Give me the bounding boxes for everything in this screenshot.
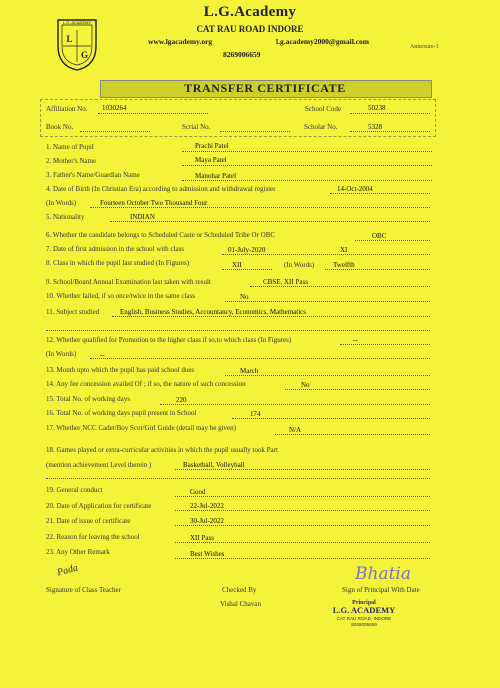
remark-label: 23. Any Other Remark (46, 548, 110, 556)
pupil-name-label: 1. Name of Pupil (46, 143, 94, 151)
school-address: CAT RAU ROAD INDORE (196, 24, 304, 34)
promotion-label: 12. Whether qualified for Promotion to the higher class if so,to which class (In Figures) (46, 336, 292, 344)
checked-by-label: Checked By (222, 586, 257, 594)
father-name-label: 3. Father's Name/Guardian Name (46, 171, 140, 179)
promotion-words-line (90, 358, 430, 359)
pupil-name-line (182, 151, 432, 152)
application-value: 22-Jul-2022 (190, 502, 224, 510)
dob-words-line (90, 207, 430, 208)
working-days-line (160, 404, 430, 405)
school-phone: 8269006659 (223, 50, 261, 59)
dues-label: 13. Month upto which the pupil has paid school dues (46, 366, 195, 374)
dob-value: 14-Oct-2004 (337, 185, 373, 193)
nationality-label: 5. Nationality (46, 213, 85, 221)
promotion-words-value: -- (100, 351, 105, 359)
exam-label: 9. School/Board Annual Examination last taken with result (46, 278, 211, 286)
dues-value: March (240, 367, 259, 375)
admission-date-value: 01-July-2020 (228, 246, 266, 254)
games-extra-line (46, 478, 430, 479)
class-words-label: (In Words) (284, 261, 315, 269)
book-line (80, 131, 150, 132)
dob-words-label: (In Words) (46, 199, 77, 207)
principal-handwritten-signature: Bhatia (355, 564, 411, 584)
checked-by-name: Vishal Chavan (220, 600, 261, 608)
present-days-label: 16. Total No. of working days pupil present in School (46, 409, 197, 417)
ncc-line (275, 434, 430, 435)
stamp-phone: 8269006659 (351, 622, 377, 627)
concession-line (285, 389, 430, 390)
concession-label: 14. Any fee concession availed Of ; if so, the nature of such concession (46, 380, 246, 388)
working-days-value: 220 (176, 396, 187, 404)
stamp-school-name: L.G. ACADEMY (332, 605, 396, 615)
working-days-label: 15. Total No. of working days (46, 395, 130, 403)
mother-name-value: Maya Patel (195, 156, 227, 164)
caste-line (355, 240, 430, 241)
affiliation-line (98, 113, 208, 114)
reason-value: XII Pass (190, 534, 214, 542)
failed-line (225, 301, 430, 302)
logo-letter-l: L (66, 34, 73, 44)
father-name-value: Manohar Patel (195, 172, 237, 180)
issue-label: 21. Date of issue of certificate (46, 517, 131, 525)
admission-line (222, 254, 430, 255)
school-code-label: School Code (305, 105, 341, 113)
stamp-title: Principal (352, 600, 376, 606)
mother-name-label: 2. Mother's Name (46, 157, 97, 165)
concession-value: No (301, 381, 310, 389)
serial-line (220, 131, 290, 132)
pupil-name-value: Prachi Patel (195, 142, 229, 150)
exam-line (250, 286, 430, 287)
dob-words-value: Fourteen October Two Thousand Four (100, 199, 208, 207)
promotion-line (340, 344, 430, 345)
annexure-label: Annexure-1 (410, 44, 439, 50)
games-value: Basketball, Volleyball (183, 461, 245, 469)
scholar-line (350, 131, 430, 132)
remark-line (175, 558, 430, 559)
caste-value: OBC (372, 232, 387, 240)
dob-line (330, 193, 430, 194)
conduct-value: Good (190, 488, 206, 496)
certificate-title: TRANSFER CERTIFICATE (184, 81, 346, 95)
caste-label: 6. Whether the candidate belongs to Scheduled Caste or Scheduled Tribe Or OBC (46, 231, 276, 239)
promotion-words-label: (In Words) (46, 350, 77, 358)
affiliation-value: 1030264 (102, 104, 127, 112)
games-line (175, 469, 430, 470)
subjects-value: English, Business Studies, Accountancy, Economics, Mathematics (120, 308, 306, 316)
subjects-extra-line (46, 330, 430, 331)
school-name: L.G.Academy (203, 4, 297, 20)
dob-label: 4. Date of Birth (In Christian Era) according to admission and withdrawal register (46, 185, 276, 193)
games-label: 18. Games played or extra-curricular activities in which the pupil usually took Part (46, 446, 278, 454)
school-code-value: 50238 (368, 104, 386, 112)
book-label: Book No. (46, 123, 74, 131)
class-teacher-label: Signature of Class Teacher (46, 586, 121, 594)
class-teacher-signature: Pada (55, 562, 80, 579)
issue-value: 30-Jul-2022 (190, 517, 224, 525)
subjects-line (112, 316, 430, 317)
conduct-label: 19. General conduct (46, 486, 103, 494)
admission-label: 7. Date of first admission in the school with class (46, 245, 185, 253)
present-days-line (232, 418, 430, 419)
promotion-value: -- (353, 336, 358, 344)
class-words-line (325, 269, 430, 270)
school-email: l.g.academy2000@gmail.com (276, 37, 370, 46)
school-code-line (350, 113, 430, 114)
school-stamp (318, 598, 410, 628)
mother-name-line (182, 165, 432, 166)
remark-value: Best Wishes (190, 550, 225, 558)
logo-letter-g: G (80, 50, 89, 60)
subjects-label: 11. Subject studied (46, 308, 100, 316)
logo-ring-text: L.G. ACADEMY (62, 20, 92, 25)
class-words-value: Twelfth (333, 261, 355, 269)
application-label: 20. Date of Application for certificate (46, 502, 152, 510)
nationality-line (110, 221, 430, 222)
failed-label: 10. Whether failed, if so once/twice in the same class (46, 292, 195, 300)
nationality-value: INDIAN (130, 213, 155, 221)
class-figures-line (222, 269, 272, 270)
reason-line (175, 542, 430, 543)
failed-value: No (240, 293, 249, 301)
class-figures-value: XII (232, 261, 242, 269)
principal-sign-label: Sign of Principal With Date (342, 586, 420, 594)
admission-class-value: XI (340, 246, 348, 254)
ncc-label: 17. Whether NCC Cadet/Boy Scot/Girl Guide (detail may be given) (46, 424, 236, 432)
serial-label: Scrial No. (182, 123, 211, 131)
reason-label: 22. Reason for leaving the school (46, 533, 140, 541)
class-label: 8. Class in which the pupil last studied (In Figures) (46, 259, 190, 267)
dues-line (225, 375, 430, 376)
issue-line (175, 525, 430, 526)
ncc-value: N/A (289, 426, 302, 434)
school-website: www.lgacademy.org (148, 37, 213, 46)
stamp-address: CAT RAU ROAD, INDORE (336, 616, 392, 621)
affiliation-label: Affiliation No. (46, 105, 88, 113)
conduct-line (175, 496, 430, 497)
present-days-value: 174 (250, 410, 261, 418)
games-sub-label: (mention achievement Level therein ) (46, 461, 152, 469)
application-line (175, 510, 430, 511)
father-name-line (182, 180, 432, 181)
scholar-label: Scholar No. (304, 123, 338, 131)
scholar-value: 5328 (368, 123, 382, 131)
exam-value: CBSE, XII Pass (263, 278, 308, 286)
